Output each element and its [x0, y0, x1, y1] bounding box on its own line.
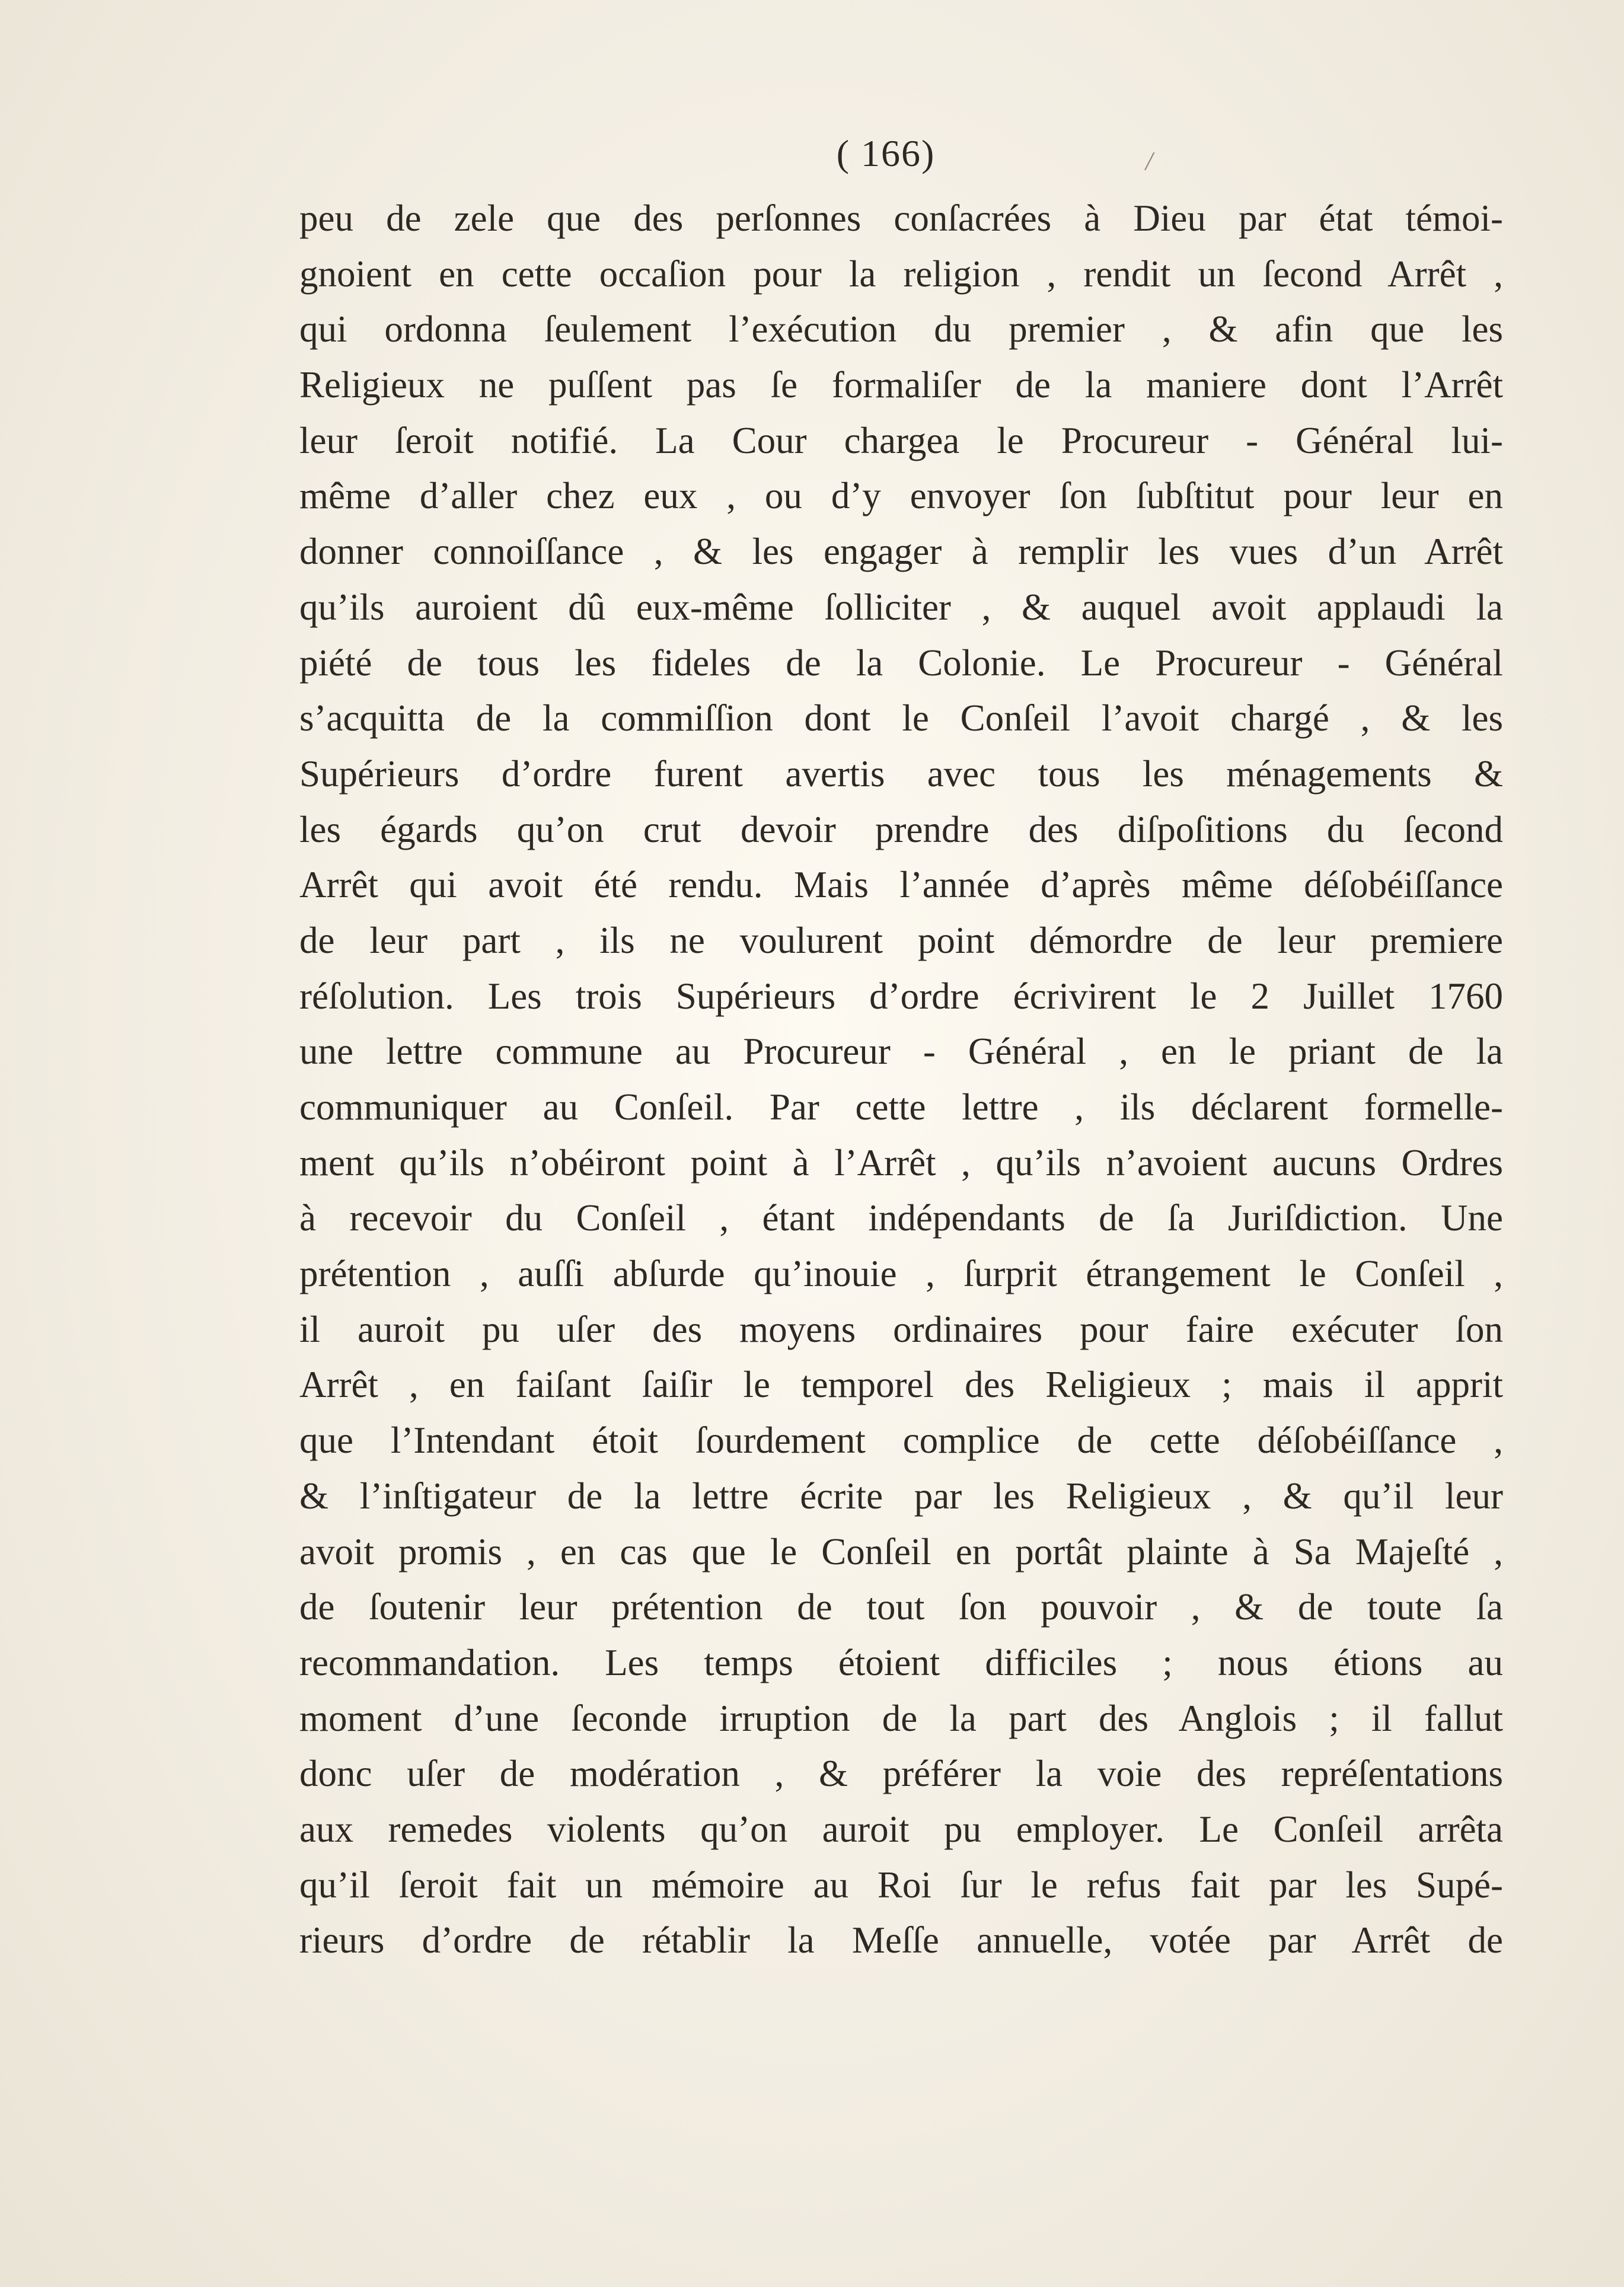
text-line: donner connoiſſance , & les engager à remplir les vues d’un Arrêt — [299, 531, 1503, 573]
text-line: communiquer au Conſeil. Par cette lettre , ils déclarent formelle- — [299, 1086, 1503, 1128]
body-text — [299, 191, 1503, 1969]
text-line: aux remedes violents qu’on auroit pu employer. Le Conſeil arrêta — [299, 1808, 1503, 1850]
margin-pencil-mark: / — [1146, 146, 1153, 176]
text-line: Arrêt qui avoit été rendu. Mais l’année d’après même déſobéiſſance — [299, 864, 1503, 906]
text-line: Religieux ne puſſent pas ſe formaliſer de la maniere dont l’Arrêt — [299, 364, 1503, 406]
text-line: rieurs d’ordre de rétablir la Meſſe annuelle, votée par Arrêt de — [299, 1919, 1503, 1961]
text-line: les égards qu’on crut devoir prendre des diſpoſitions du ſecond — [299, 808, 1503, 850]
text-line: moment d’une ſeconde irruption de la part des Anglois ; il fallut — [299, 1697, 1503, 1739]
text-line: réſolution. Les trois Supérieurs d’ordre écrivirent le 2 Juillet 1760 — [299, 975, 1503, 1017]
text-line: recommandation. Les temps étoient difficiles ; nous étions au — [299, 1641, 1503, 1683]
text-line: piété de tous les fideles de la Colonie. Le Procureur - Général — [299, 642, 1503, 684]
text-line: ment qu’ils n’obéiront point à l’Arrêt , qu’ils n’avoient aucuns Ordres — [299, 1141, 1503, 1184]
text-line: gnoient en cette occaſion pour la religion , rendit un ſecond Arrêt , — [299, 253, 1503, 295]
text-line: qui ordonna ſeulement l’exécution du premier , & afin que les — [299, 308, 1503, 350]
text-line: à recevoir du Conſeil , étant indépendants de ſa Juriſdiction. Une — [299, 1197, 1503, 1239]
text-line: une lettre commune au Procureur - Général , en le priant de la — [299, 1031, 1503, 1073]
text-line: leur ſeroit notifié. La Cour chargea le Procureur - Général lui- — [299, 419, 1503, 461]
text-line: avoit promis , en cas que le Conſeil en portât plainte à Sa Majeſté , — [299, 1530, 1503, 1572]
text-line: qu’il ſeroit fait un mémoire au Roi ſur le refus fait par les Supé- — [299, 1864, 1503, 1906]
text-line: Arrêt , en faiſant ſaiſir le temporel des Religieux ; mais il apprit — [299, 1364, 1503, 1406]
text-line: & l’inſtigateur de la lettre écrite par les Religieux , & qu’il leur — [299, 1475, 1503, 1517]
page-number: ( 166) — [836, 132, 936, 174]
text-line: Supérieurs d’ordre furent avertis avec tous les ménagements & — [299, 752, 1503, 795]
text-line: de leur part , ils ne voulurent point démordre de leur premiere — [299, 919, 1503, 961]
text-line: prétention , auſſi abſurde qu’inouie , ſurprit étrangement le Conſeil , — [299, 1253, 1503, 1295]
text-line: s’acquitta de la commiſſion dont le Conſeil l’avoit chargé , & les — [299, 697, 1503, 739]
text-line: il auroit pu uſer des moyens ordinaires pour faire exécuter ſon — [299, 1308, 1503, 1350]
text-line: de ſoutenir leur prétention de tout ſon pouvoir , & de toute ſa — [299, 1586, 1503, 1628]
text-line: peu de zele que des perſonnes conſacrées à Dieu par état témoi- — [299, 197, 1503, 239]
text-line: donc uſer de modération , & préférer la voie des repréſentations — [299, 1753, 1503, 1795]
text-line: que l’Intendant étoit ſourdement complice de cette déſobéiſſance , — [299, 1420, 1503, 1462]
text-line: qu’ils auroient dû eux-même ſolliciter , & auquel avoit applaudi la — [299, 586, 1503, 628]
text-line: même d’aller chez eux , ou d’y envoyer ſon ſubſtitut pour leur en — [299, 475, 1503, 517]
